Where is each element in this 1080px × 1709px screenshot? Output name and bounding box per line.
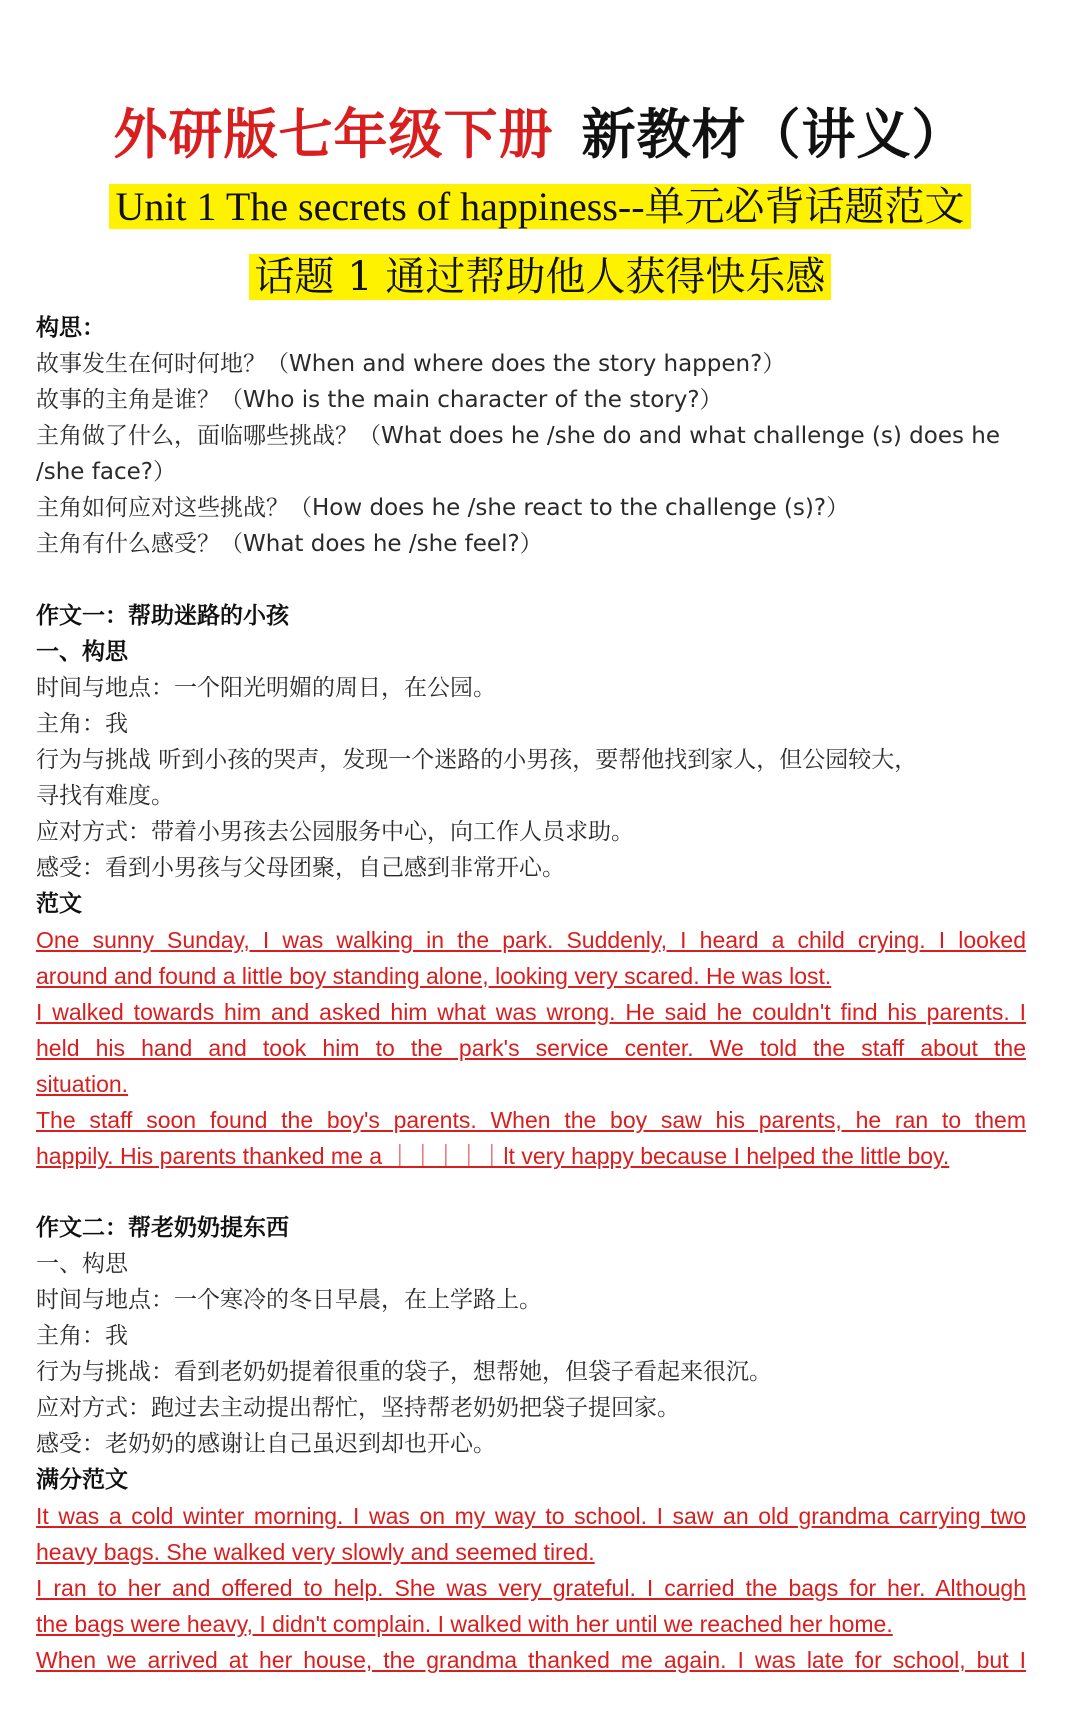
outline-item: 主角如何应对这些挑战？（How does he /she react to the challenge (s)?） — [36, 495, 850, 521]
essay2-outline-line: 感受：老奶奶的感谢让自己虽迟到却也开心。 — [36, 1431, 496, 1457]
title-black-part: 新教材（讲义） — [581, 102, 967, 166]
essay2-sample-line: It was a cold winter morning. I was on my way to school. I saw an old grandma carrying two — [36, 1503, 1026, 1529]
outline-item: 故事发生在何时何地？（When and where does the story happen?） — [36, 351, 786, 377]
topic-heading-text: 话题 1 通过帮助他人获得快乐感 — [249, 254, 832, 300]
essay2-sample-heading: 满分范文 — [36, 1467, 128, 1493]
essay1-sample-line: happily. His parents thanked me a ｜｜｜｜｜lt very happy because I helped the little boy. — [36, 1143, 950, 1169]
essay1-sample-line: situation. — [36, 1071, 129, 1097]
essay2-title: 作文二：帮老奶奶提东西 — [36, 1215, 289, 1241]
essay1-sample-heading: 范文 — [36, 891, 82, 917]
outline-item: 故事的主角是谁？（Who is the main character of the story?） — [36, 387, 723, 413]
essay2-sample-line: When we arrived at her house, the grandma thanked me again. I was late for school, but I — [36, 1647, 1026, 1673]
title-red-part: 外研版七年级下册 — [113, 102, 554, 166]
section-gap — [36, 562, 1026, 598]
essay2-sample-line: heavy bags. She walked very slowly and seemed tired. — [36, 1539, 595, 1565]
essay1-outline-line: 寻找有难度。 — [36, 783, 174, 809]
essay1-title: 作文一：帮助迷路的小孩 — [36, 603, 289, 629]
essay2-outline-line: 行为与挑战：看到老奶奶提着很重的袋子，想帮她，但袋子看起来很沉。 — [36, 1359, 772, 1385]
outline-heading: 构思： — [36, 315, 105, 341]
essay2-outline-line: 应对方式：跑过去主动提出帮忙，坚持帮老奶奶把袋子提回家。 — [36, 1395, 680, 1421]
essay1-outline-heading: 一、构思 — [36, 639, 128, 665]
outline-item: /she face?） — [36, 459, 176, 485]
essay1-sample-line: I walked towards him and asked him what was wrong. He said he couldn't find his parents. I — [36, 999, 1026, 1025]
essay2-outline-line: 主角：我 — [36, 1323, 128, 1349]
essay1-sample-line: The staff soon found the boy's parents. When the boy saw his parents, he ran to them — [36, 1107, 1026, 1133]
document-body — [36, 310, 1026, 1678]
essay1-sample-line: around and found a little boy standing alone, looking very scared. He was lost. — [36, 963, 832, 989]
outline-item: 主角做了什么，面临哪些挑战？（What does he /she do and what challenge (s) does he — [36, 423, 1001, 449]
essay2-sample-line: I ran to her and offered to help. She was very grateful. I carried the bags for her. Although — [36, 1575, 1026, 1601]
outline-item: 主角有什么感受？（What does he /she feel?） — [36, 531, 543, 557]
essay2-sample-line: the bags were heavy, I didn't complain. I walked with her until we reached her home. — [36, 1611, 893, 1637]
essay2-outline-heading: 一、构思 — [36, 1251, 128, 1277]
essay1-outline-line: 应对方式：带着小男孩去公园服务中心，向工作人员求助。 — [36, 819, 634, 845]
section-gap — [36, 1174, 1026, 1210]
unit-heading-text: Unit 1 The secrets of happiness--单元必背话题范文 — [109, 184, 970, 229]
essay1-outline-line: 时间与地点：一个阳光明媚的周日，在公园。 — [36, 675, 496, 701]
unit-heading — [0, 175, 1080, 232]
essay1-outline-line: 感受：看到小男孩与父母团聚，自己感到非常开心。 — [36, 855, 565, 881]
essay2-outline-line: 时间与地点：一个寒冷的冬日早晨，在上学路上。 — [36, 1287, 542, 1313]
essay1-outline-line: 主角：我 — [36, 711, 128, 737]
essay1-sample-line: One sunny Sunday, I was walking in the park. Suddenly, I heard a child crying. I looked — [36, 927, 1026, 953]
page-title — [0, 92, 1080, 169]
essay1-outline-line: 行为与挑战 听到小孩的哭声，发现一个迷路的小男孩，要帮他找到家人，但公园较大， — [36, 747, 918, 773]
topic-heading — [0, 245, 1080, 302]
essay1-sample-line: held his hand and took him to the park's service center. We told the staff about the — [36, 1035, 1026, 1061]
